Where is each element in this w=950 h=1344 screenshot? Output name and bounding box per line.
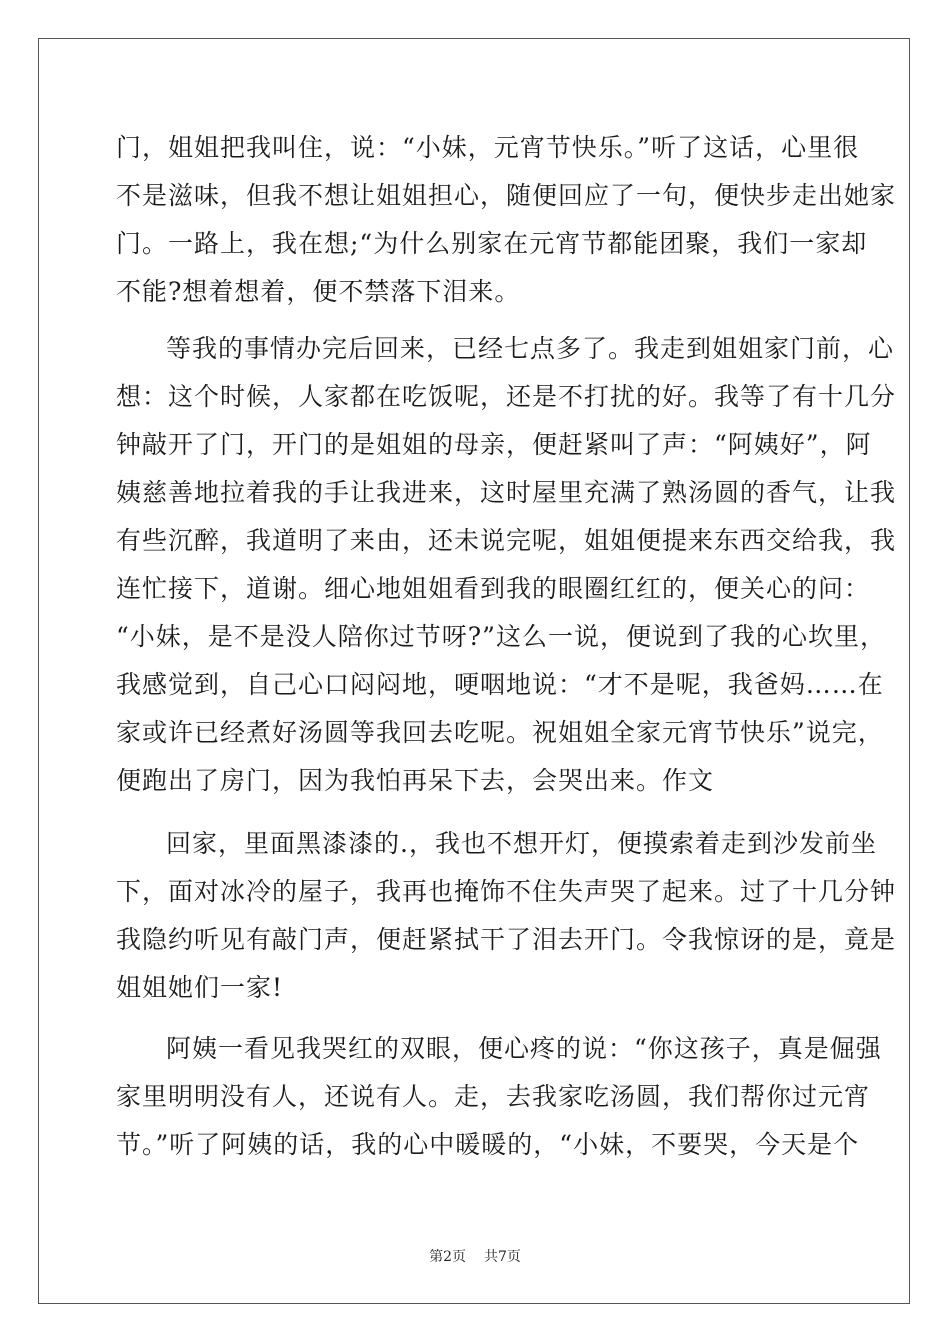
text-line: 想：这个时候，人家都在吃饭呢，还是不打扰的好。我等了有十几分 [116, 382, 897, 411]
total-pages: 共7页 [484, 1249, 521, 1265]
text-line: 门。一路上，我在想;“为什么别家在元宵节都能团聚，我们一家却 [116, 229, 868, 258]
text-line: 不是滋味，但我不想让姐姐担心，随便回应了一句，便快步走出她家 [116, 181, 897, 210]
page-number: 第2页 [429, 1249, 466, 1265]
text-line: 阿姨一看见我哭红的双眼，便心疼的说：“你这孩子，真是倔强 [166, 1034, 882, 1063]
text-line: 有些沉醉，我道明了来由，还未说完呢，姐姐便提来东西交给我，我 [116, 526, 897, 555]
text-line: 姐姐她们一家! [116, 973, 284, 1002]
text-line: 等我的事情办完后回来，已经七点多了。我走到姐姐家门前，心 [166, 334, 895, 363]
text-line: 下，面对冰冷的屋子，我再也掩饰不住失声哭了起来。过了十几分钟 [116, 877, 897, 906]
text-line: 便跑出了房门，因为我怕再呆下去，会哭出来。作文 [116, 766, 715, 795]
text-line: 家或许已经煮好汤圆等我回去吃呢。祝姐姐全家元宵节快乐”说完， [116, 718, 884, 747]
text-line: 回家，里面黑漆漆的.，我也不想开灯，便摸索着走到沙发前坐 [166, 829, 877, 858]
page-footer [0, 1246, 950, 1266]
text-line: 家里明明没有人，还说有人。走，去我家吃汤圆，我们帮你过元宵 [116, 1082, 871, 1111]
text-line: 不能?想着想着，便不禁落下泪来。 [116, 277, 521, 306]
text-line: 姨慈善地拉着我的手让我进来，这时屋里充满了熟汤圆的香气，让我 [116, 478, 897, 507]
text-line: 我感觉到，自己心口闷闷地，哽咽地说：“才不是呢，我爸妈……在 [116, 670, 884, 699]
text-line: 门，姐姐把我叫住，说：“小妹，元宵节快乐。”听了这话，心里很 [116, 133, 860, 162]
text-line: 钟敲开了门，开门的是姐姐的母亲，便赶紧叫了声：“阿姨好”，阿 [116, 430, 872, 459]
text-line: “小妹，是不是没人陪你过节呀?”这么一说，便说到了我的心坎里， [116, 622, 886, 651]
text-line: 我隐约听见有敲门声，便赶紧拭干了泪去开门。令我惊讶的是，竟是 [116, 925, 897, 954]
text-line: 连忙接下，道谢。细心地姐姐看到我的眼圈红红的，便关心的问： [116, 574, 871, 603]
text-line: 节。”听了阿姨的话，我的心中暖暖的，“小妹，不要哭，今天是个 [116, 1130, 860, 1159]
